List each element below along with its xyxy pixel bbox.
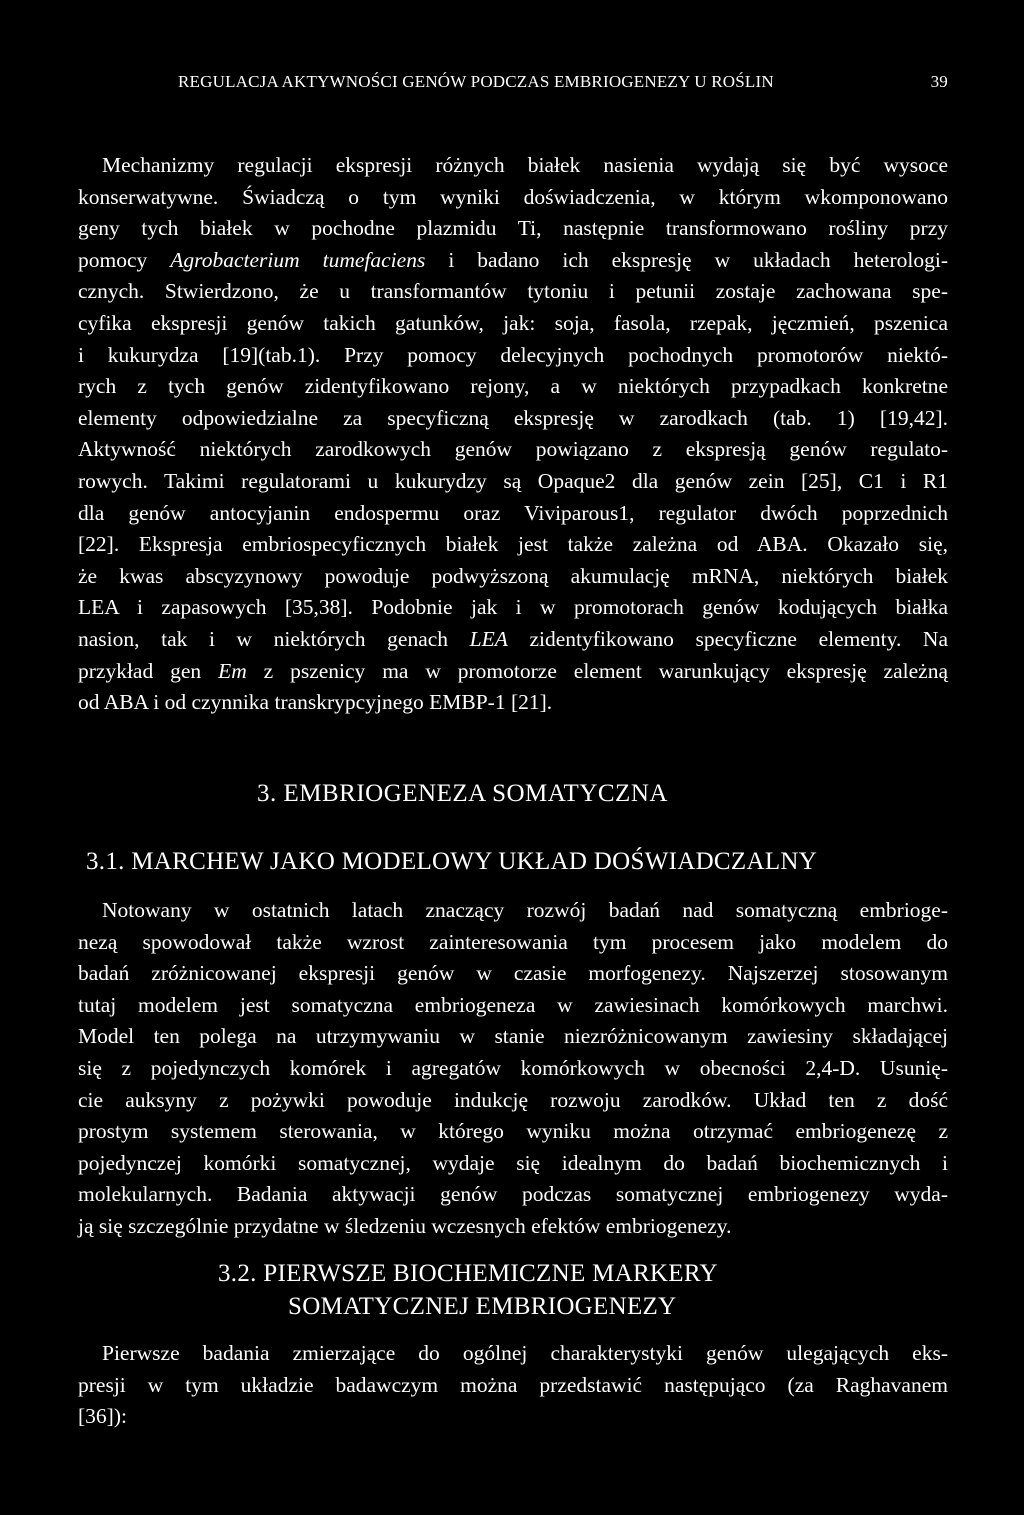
subsection-heading: 3.2. PIERWSZE BIOCHEMICZNE MARKERY <box>218 1260 718 1287</box>
text-line: cyfika ekspresji genów takich gatunków, jak: soja, fasola, rzepak, jęczmień, pszenica <box>78 310 948 335</box>
subsection-heading-continued: SOMATYCZNEJ EMBRIOGENEZY <box>288 1293 677 1320</box>
text-fragment: przykład gen <box>78 658 219 683</box>
text-line: badań zróżnicowanej ekspresji genów w czasie morfogenezy. Najszerzej stosowanym <box>78 961 948 986</box>
text-line: cie auksyny z pożywki powoduje indukcję rozwoju zarodków. Układ ten z dość <box>78 1087 948 1112</box>
text-fragment: i badano ich ekspresję w układach heterologi- <box>425 247 948 272</box>
text-line: prostym systemem sterowania, w którego wyniku można otrzymać embriogenezę z <box>78 1119 948 1144</box>
text-line: się z pojedynczych komórek i agregatów komórkowych w obecności 2,4-D. Usunię- <box>78 1055 948 1080</box>
text-line <box>78 624 948 656</box>
text-line: [36]): <box>78 1404 127 1429</box>
text-line: molekularnych. Badania aktywacji genów podczas somatycznej embriogenezy wyda- <box>78 1182 948 1207</box>
text-line: rych z tych genów zidentyfikowano rejony, a w niektórych przypadkach konkretne <box>78 374 948 399</box>
text-line: ją się szczególnie przydatne w śledzeniu wczesnych efektów embriogenezy. <box>78 1213 732 1238</box>
gene-name-italic: Em <box>218 658 247 683</box>
text-line: rowych. Takimi regulatorami u kukurydzy są Opaque2 dla genów zein [25], C1 i R1 <box>78 468 948 493</box>
text-fragment: nasion, tak i w niektórych genach <box>78 626 470 651</box>
text-line: Notowany w ostatnich latach znaczący rozwój badań nad somatyczną embrioge- <box>102 898 948 922</box>
subsection-heading: 3.1. MARCHEW JAKO MODELOWY UKŁAD DOŚWIADCZALNY <box>86 848 818 875</box>
text-fragment: zidentyfikowano specyficzne elementy. Na <box>507 626 948 651</box>
text-line <box>78 656 948 688</box>
text-line: od ABA i od czynnika transkrypcyjnego EMBP-1 [21]. <box>78 690 553 715</box>
document-page <box>78 0 948 1515</box>
paragraph-gene-regulation <box>78 150 948 719</box>
text-line: konserwatywne. Świadczą o tym wyniki doświadczenia, w którym wkomponowano <box>78 184 948 209</box>
text-line: elementy odpowiedzialne za specyficzną ekspresję w zarodkach (tab. 1) [19,42]. <box>78 405 948 430</box>
text-line: Aktywność niektórych zarodkowych genów powiązano z ekspresją genów regulato- <box>78 437 948 462</box>
text-line: Mechanizmy regulacji ekspresji różnych białek nasienia wydają się być wysoce <box>102 153 948 177</box>
running-title: REGULACJA AKTYWNOŚCI GENÓW PODCZAS EMBRIOGENEZY U ROŚLIN <box>178 72 774 91</box>
section-heading: 3. EMBRIOGENEZA SOMATYCZNA <box>257 780 668 807</box>
text-fragment: pomocy <box>78 247 171 272</box>
text-line: [22]. Ekspresja embriospecyficznych białek jest także zależna od ABA. Okazało się, <box>78 532 948 557</box>
text-line: Model ten polega na utrzymywaniu w stanie niezróżnicowanym zawiesiny składającej <box>78 1024 948 1049</box>
text-line: nezą spowodował także wzrost zainteresowania tym procesem jako modelem do <box>78 929 948 954</box>
text-line: Pierwsze badania zmierzające do ogólnej charakterystyki genów ulegających eks- <box>102 1341 948 1365</box>
text-line: tutaj modelem jest somatyczna embriogeneza w zawiesinach komórkowych marchwi. <box>78 992 948 1017</box>
text-line: cznych. Stwierdzono, że u transformantów tytoniu i petunii zostaje zachowana spe- <box>78 279 948 304</box>
text-line: LEA i zapasowych [35,38]. Podobnie jak i w promotorach genów kodujących białka <box>78 595 948 620</box>
text-line <box>78 245 948 277</box>
running-header <box>78 72 948 96</box>
species-name-italic: Agrobacterium tumefaciens <box>170 247 426 272</box>
text-line: i kukurydza [19](tab.1). Przy pomocy delecyjnych pochodnych promotorów niektó- <box>78 342 948 367</box>
paragraph-carrot-model <box>78 895 948 1243</box>
text-line: presji w tym układzie badawczym można przedstawić następująco (za Raghavanem <box>78 1372 948 1397</box>
paragraph-biochemical-markers <box>78 1338 948 1433</box>
text-line: pojedynczej komórki somatycznej, wydaje się idealnym do badań biochemicznych i <box>78 1150 948 1175</box>
text-fragment: z pszenicy ma w promotorze element warunkujący ekspresję zależną <box>246 658 948 683</box>
text-line: dla genów antocyjanin endospermu oraz Viviparous1, regulator dwóch poprzednich <box>78 500 948 525</box>
gene-name-italic: LEA <box>469 626 508 651</box>
text-line: że kwas abscyzynowy powoduje podwyższoną akumulację mRNA, niektórych białek <box>78 563 948 588</box>
page-number: 39 <box>930 72 948 91</box>
text-line: geny tych białek w pochodne plazmidu Ti, następnie transformowano rośliny przy <box>78 216 948 241</box>
